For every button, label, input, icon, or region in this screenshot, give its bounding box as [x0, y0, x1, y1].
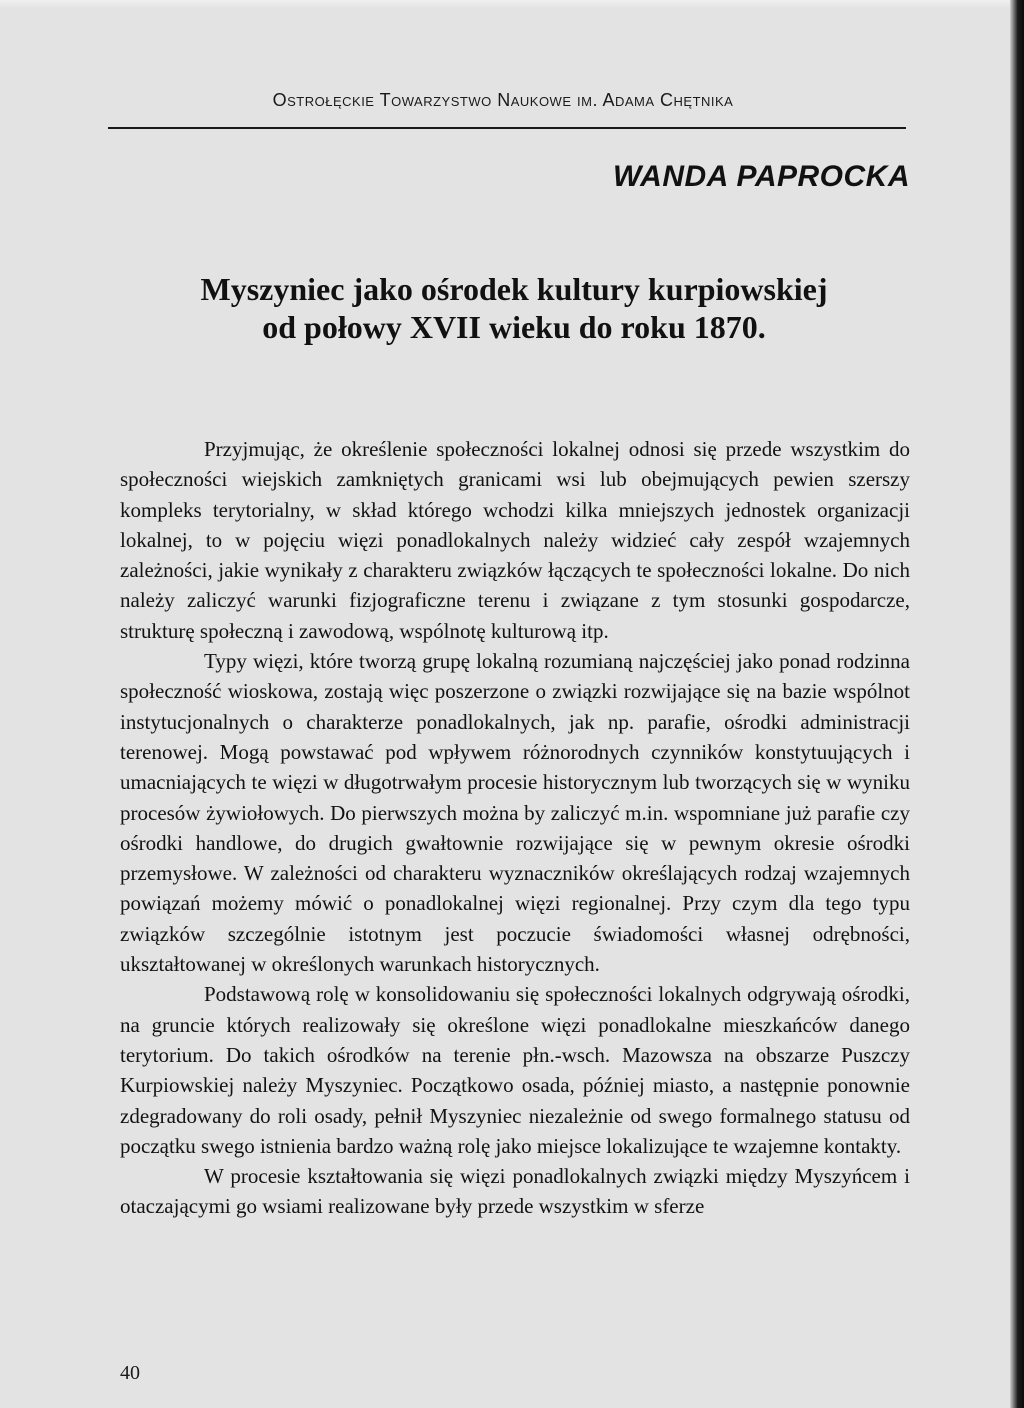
title-line-2: od połowy XVII wieku do roku 1870. — [262, 309, 766, 345]
page-top-edge — [0, 0, 1024, 8]
article-title — [110, 270, 918, 346]
page-right-edge — [1010, 0, 1024, 1408]
article-body — [120, 434, 910, 1222]
article-author: WANDA PAPROCKA — [613, 160, 910, 193]
body-paragraph-2: Typy więzi, które tworzą grupę lokalną rozumianą najczęściej jako ponad rodzinna społeczność wioskowa, zostają więc poszerzone o związki rozwijające się na bazie wspólnot instytucjonalnych o charakterze ponadlokalnych, jak np. parafie, ośrodki administracji terenowej. Mogą powstawać pod wpływem różnorodnych czynników konstytuujących i umacniających te więzi w długotrwałym procesie historycznym lub tworzących się w wyniku procesów żywiołowych. Do pierwszych można by zaliczyć m.in. wspomniane już parafie czy ośrodki handlowe, do drugich gwałtownie rozwijające się w pewnym okresie ośrodki przemysłowe. W zależności od charakteru wyznaczników określających rodzaj wzajemnych powiązań możemy mówić o ponadlokalnej więzi regionalnej. Przy czym dla tego typu związków szczególnie istotnym jest poczucie świadomości własnej odrębności, ukształtowanej w określonych warunkach historycznych. — [120, 649, 910, 977]
body-paragraph-1: Przyjmując, że określenie społeczności lokalnej odnosi się przede wszystkim do społeczności wiejskich zamkniętych granicami wsi lub obejmujących pewien szerszy kompleks terytorialny, w skład którego wchodzi kilka mniejszych jednostek organizacji lokalnej, to w pojęciu więzi ponadlokalnych należy widzieć cały zespół wzajemnych zależności, jakie wynikały z charakteru związków łączących te społeczności lokalne. Do nich należy zaliczyć warunki fizjograficzne terenu i związane z tym stosunki gospodarcze, strukturę społeczną i zawodową, wspólnotę kulturową itp. — [120, 437, 910, 643]
body-paragraph-4: W procesie kształtowania się więzi ponadlokalnych związki między Myszyńcem i otaczającymi go wsiami realizowane były przede wszystkim w sferze — [120, 1164, 910, 1219]
running-head: Ostrołęckie Towarzystwo Naukowe im. Adama Chętnika — [272, 90, 734, 110]
body-paragraph-3: Podstawową rolę w konsolidowaniu się społeczności lokalnych odgrywają ośrodki, na gruncie których realizowały się określone więzi ponadlokalne mieszkańców danego terytorium. Do takich ośrodków na terenie płn.-wsch. Mazowsza na obszarze Puszczy Kurpiowskiej należy Myszyniec. Początkowo osada, później miasto, a następnie ponownie zdegradowany do roli osady, pełnił Myszyniec niezależnie od swego formalnego statusu od początku swego istnienia bardzo ważną rolę jako miejsce lokalizujące te wzajemne kontakty. — [120, 982, 910, 1158]
title-line-1: Myszyniec jako ośrodek kultury kurpiowskiej — [200, 271, 828, 307]
header-rule — [108, 127, 906, 129]
page-number: 40 — [120, 1362, 140, 1384]
